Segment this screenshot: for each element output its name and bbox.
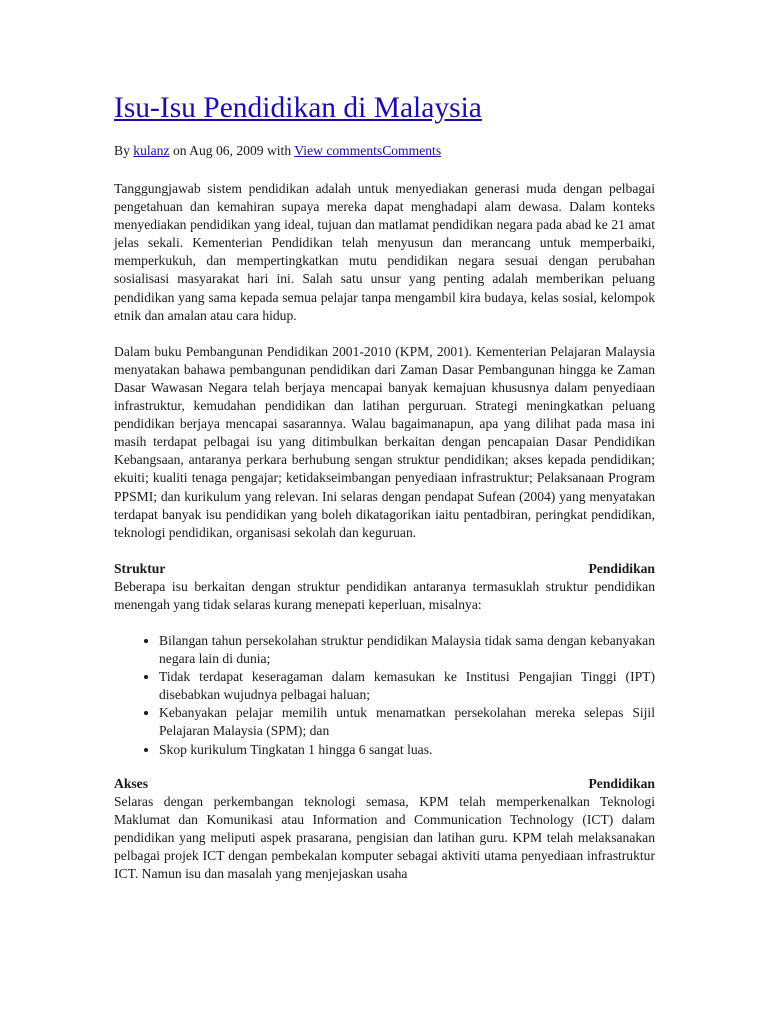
list-item: • Bilangan tahun persekolahan struktur pendidikan Malaysia tidak sama dengan kebanyakan negara lain di dunia; <box>159 632 655 668</box>
bullet-list <box>114 632 655 759</box>
list-item: • Tidak terdapat keseragaman dalam kemasukan ke Institusi Pengajian Tinggi (IPT) disebabkan wujudnya pelbagai haluan; <box>159 668 655 704</box>
paragraph-pembangunan: Dalam buku Pembangunan Pendidikan 2001-2010 (KPM, 2001). Kementerian Pelajaran Malaysia menyatakan bahawa pembangunan pendidikan dari Zaman Dasar Pembangunan hingga ke Zaman Dasar Wawasan Negara telah berjaya mencapai banyak kemajuan khususnya dalam penyediaan infrastruktur, kemudahan pendidikan dan latihan perguruan. Strategi meningkatkan peluang pendidikan berjaya mencapai sasarannya. Walau bagaimanapun, apa yang dilihat pada masa ini masih terdapat pelbagai isu yang ditimbulkan berkaitan dengan pencapaian Dasar Pendidikan Kebangsaan, antaranya perkara berhubung sengan struktur pendidikan; akses kepada pendidikan; ekuiti; kualiti tenaga pengajar; ketidakseimbangan penyediaan infrastruktur; Pelaksanaan Program PPSMI; dan kurikulum yang relevan. Ini selaras dengan pendapat Sufean (2004) yang menyatakan terdapat banyak isu pendidikan yang boleh dikatagorikan iaitu pentadbiran, peringkat pendidikan, teknologi pendidikan, organisasi sekolah dan keguruan. <box>114 343 655 540</box>
section-heading-struktur <box>114 560 655 578</box>
section-heading-left: Akses <box>114 775 148 791</box>
byline <box>114 142 655 160</box>
byline-date: on Aug 06, 2009 with <box>172 143 292 158</box>
author-link[interactable]: kulanz <box>133 143 170 158</box>
byline-prefix: By <box>114 143 130 158</box>
section-heading-akses <box>114 775 655 793</box>
section-heading-left: Struktur <box>114 560 166 576</box>
section-text-struktur: Beberapa isu berkaitan dengan struktur pendidikan antaranya termasuklah struktur pendidikan menengah yang tidak selaras kurang menepati keperluan, misalnya: <box>114 578 655 612</box>
article <box>114 88 655 901</box>
section-heading-right: Pendidikan <box>588 560 655 576</box>
section-heading-right: Pendidikan <box>588 775 655 791</box>
article-title-link[interactable]: Isu-Isu Pendidikan di Malaysia <box>114 92 482 124</box>
paragraph-intro: Tanggungjawab sistem pendidikan adalah untuk menyediakan generasi muda dengan pelbagai pengetahuan dan kemahiran supaya mereka dapat menghadapi alam dewasa. Dalam konteks menyediakan pendidikan yang ideal, tujuan dan matlamat pendidikan negara pada abad ke 21 amat jelas sekali. Kementerian Pendidikan telah menyusun dan merancang untuk memperbaiki, memperkukuh, dan mempertingkatkan mutu pendidikan negara sesuai dengan perubahan sosialisasi masyarakat hari ini. Salah satu unsur yang penting adalah memberikan peluang pendidikan yang sama kepada semua pelajar tanpa mengambil kira budaya, kelas sosial, kelompok etnik dan amalan atau cara hidup. <box>114 181 655 323</box>
list-item: • Kebanyakan pelajar memilih untuk menamatkan persekolahan mereka selepas Sijil Pelajaran Malaysia (SPM); dan <box>159 704 655 740</box>
section-text-akses: Selaras dengan perkembangan teknologi semasa, KPM telah memperkenalkan Teknologi Maklumat dan Komunikasi atau Information and Communication Technology (ICT) dalam pendidikan yang meliputi aspek prasarana, pengisian dan latihan guru. KPM telah melaksanakan pelbagai projek ICT dengan pembekalan komputer sebagai aktiviti utama penyediaan infrastruktur ICT. Namun isu dan masalah yang menjejaskan usaha <box>114 793 655 881</box>
view-comments-link[interactable]: View commentsComments <box>294 143 442 158</box>
list-item: • Skop kurikulum Tingkatan 1 hingga 6 sangat luas. <box>159 741 655 759</box>
